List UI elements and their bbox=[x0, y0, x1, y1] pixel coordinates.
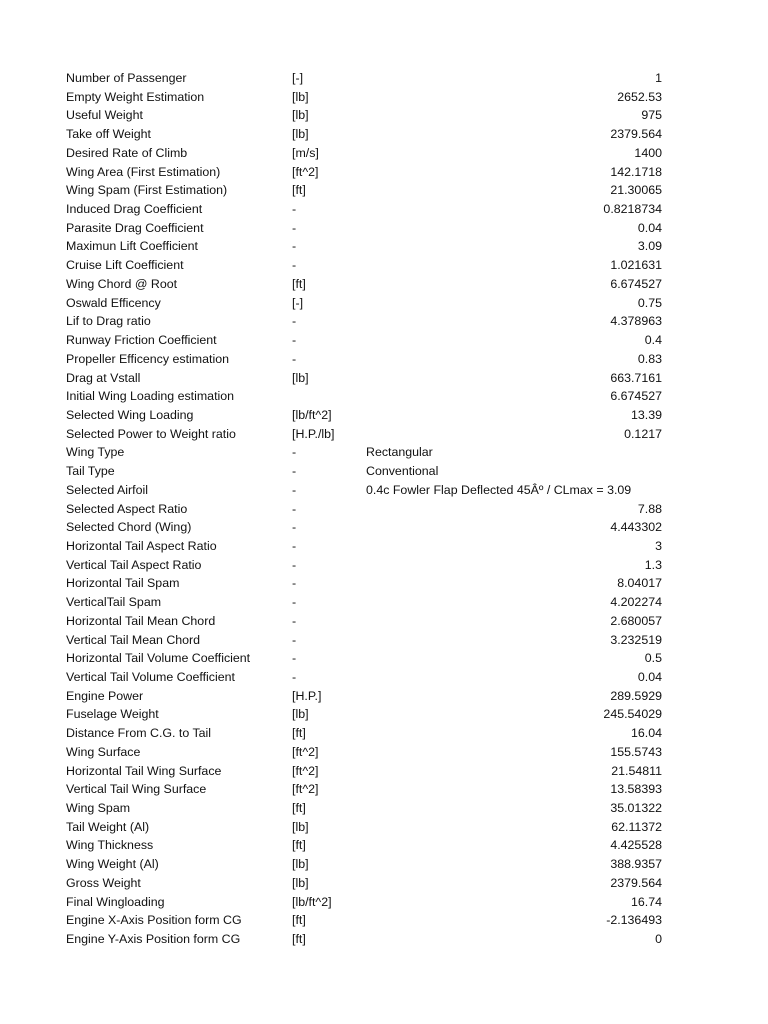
parameter-unit: [ft^2] bbox=[292, 744, 319, 759]
parameter-unit: - bbox=[292, 538, 297, 553]
parameter-name: Induced Drag Coefficient bbox=[66, 202, 203, 217]
parameter-name: Gross Weight bbox=[66, 875, 141, 890]
parameter-value: 7.88 bbox=[637, 501, 662, 516]
parameter-value: 1 bbox=[655, 71, 662, 85]
parameter-unit: [ft^2] bbox=[292, 763, 319, 778]
parameter-unit: - bbox=[292, 632, 297, 647]
parameter-name: Empty Weight Estimation bbox=[66, 89, 205, 104]
parameter-name: Propeller Efficency estimation bbox=[66, 351, 229, 366]
parameter-name: Tail Weight (Al) bbox=[66, 819, 150, 834]
parameter-unit: - bbox=[292, 670, 297, 684]
table-row bbox=[66, 893, 666, 912]
table-row bbox=[66, 724, 666, 743]
table-row bbox=[66, 593, 666, 612]
table-row bbox=[66, 818, 666, 837]
parameter-unit: - bbox=[292, 613, 297, 628]
parameter-name: Cruise Lift Coefficient bbox=[66, 258, 184, 273]
parameter-name: Distance From C.G. to Tail bbox=[66, 726, 212, 741]
parameter-value: 4.202274 bbox=[610, 595, 662, 610]
parameter-value: 289.5929 bbox=[610, 688, 662, 703]
parameter-name: Selected Wing Loading bbox=[66, 407, 194, 422]
table-row bbox=[66, 612, 666, 631]
parameter-name: Vertical Tail Aspect Ratio bbox=[66, 557, 202, 572]
parameter-unit: [lb] bbox=[292, 108, 309, 123]
parameter-value: 2652.53 bbox=[617, 89, 662, 104]
parameter-value: 21.54811 bbox=[611, 763, 662, 778]
parameter-unit: - bbox=[292, 258, 297, 273]
table-row bbox=[66, 743, 666, 762]
table-row bbox=[66, 574, 666, 593]
parameter-value: 16.74 bbox=[630, 894, 662, 909]
table-row bbox=[66, 406, 666, 425]
table-row bbox=[66, 331, 666, 350]
parameter-unit: - bbox=[292, 445, 297, 460]
parameter-name: Selected Aspect Ratio bbox=[66, 501, 188, 516]
parameter-name: Desired Rate of Climb bbox=[66, 145, 188, 160]
parameter-unit: - bbox=[292, 314, 297, 329]
parameter-value: 663.7161 bbox=[610, 370, 662, 385]
parameter-name: Runway Friction Coefficient bbox=[66, 333, 217, 348]
parameter-name: Horizontal Tail Aspect Ratio bbox=[66, 538, 217, 553]
parameter-value: 0.04 bbox=[637, 670, 662, 684]
parameter-name: Wing Spam bbox=[66, 801, 131, 816]
parameter-name: Selected Airfoil bbox=[66, 482, 148, 497]
table-row bbox=[66, 256, 666, 275]
parameter-unit: [H.P./lb] bbox=[292, 426, 335, 441]
parameter-unit: [-] bbox=[292, 71, 304, 85]
parameter-name: Vertical Tail Volume Coefficient bbox=[66, 670, 235, 684]
parameter-unit: - bbox=[292, 651, 297, 666]
parameter-value: 0.5 bbox=[644, 651, 662, 666]
parameter-unit: - bbox=[292, 576, 297, 591]
parameter-unit: [-] bbox=[292, 295, 304, 310]
parameter-unit: - bbox=[292, 557, 297, 572]
parameter-value: 4.378963 bbox=[610, 314, 662, 329]
parameter-name: Maximun Lift Coefficient bbox=[66, 239, 198, 254]
table-row bbox=[66, 668, 666, 687]
table-row bbox=[66, 106, 666, 125]
parameter-name: Number of Passenger bbox=[66, 71, 187, 85]
parameter-unit: - bbox=[292, 520, 297, 535]
table-row bbox=[66, 200, 666, 219]
parameter-value: 388.9357 bbox=[610, 857, 662, 872]
table-row bbox=[66, 537, 666, 556]
parameter-unit: [lb] bbox=[292, 707, 309, 722]
parameter-value: 975 bbox=[641, 108, 662, 123]
table-row bbox=[66, 312, 666, 331]
parameter-unit: - bbox=[292, 239, 297, 254]
parameter-value: 0.04 bbox=[637, 220, 662, 235]
parameter-name: Take off Weight bbox=[66, 127, 151, 142]
table-row bbox=[66, 350, 666, 369]
table-row bbox=[66, 518, 666, 537]
parameter-value: 16.04 bbox=[630, 726, 662, 741]
table-row bbox=[66, 369, 666, 388]
parameter-value: 1.3 bbox=[644, 557, 662, 572]
table-row bbox=[66, 69, 666, 88]
table-row bbox=[66, 125, 666, 144]
parameter-value: 3.09 bbox=[637, 239, 662, 254]
parameter-unit: - bbox=[292, 595, 297, 610]
parameter-value: 1400 bbox=[634, 145, 662, 160]
parameter-value: 0.4 bbox=[644, 333, 662, 348]
parameter-unit: [lb] bbox=[292, 819, 309, 834]
parameter-value: 6.674527 bbox=[610, 389, 662, 404]
parameter-unit: [m/s] bbox=[292, 145, 319, 160]
table-row bbox=[66, 219, 666, 238]
parameter-name: Horizontal Tail Spam bbox=[66, 576, 180, 591]
table-row bbox=[66, 294, 666, 313]
parameter-name: Oswald Efficency bbox=[66, 295, 161, 310]
parameter-unit: [ft] bbox=[292, 838, 306, 853]
parameter-name: Final Wingloading bbox=[66, 894, 165, 909]
parameter-name: Horizontal Tail Wing Surface bbox=[66, 763, 222, 778]
table-row bbox=[66, 762, 666, 781]
parameter-value: 3.232519 bbox=[610, 632, 662, 647]
parameter-value: 0.75 bbox=[637, 295, 662, 310]
parameter-value: 6.674527 bbox=[610, 276, 662, 291]
parameter-value: 245.54029 bbox=[603, 707, 662, 722]
parameter-unit: [lb] bbox=[292, 127, 309, 142]
parameter-name: Engine Y-Axis Position form CG bbox=[66, 932, 241, 947]
table-row bbox=[66, 911, 666, 930]
parameter-value: 155.5743 bbox=[610, 744, 662, 759]
table-row bbox=[66, 425, 666, 444]
table-row bbox=[66, 631, 666, 650]
parameter-value: 2.680057 bbox=[610, 613, 662, 628]
parameter-value: -2.136493 bbox=[606, 913, 662, 928]
parameter-name: Horizontal Tail Mean Chord bbox=[66, 613, 216, 628]
parameter-name: Fuselage Weight bbox=[66, 707, 159, 722]
parameter-name: Wing Thickness bbox=[66, 838, 154, 853]
parameter-unit: - bbox=[292, 464, 297, 479]
table-row bbox=[66, 443, 666, 462]
parameter-value: 4.425528 bbox=[610, 838, 662, 853]
parameter-value: 35.01322 bbox=[610, 801, 662, 816]
parameter-name: Initial Wing Loading estimation bbox=[66, 389, 235, 404]
parameter-unit: - bbox=[292, 482, 297, 497]
parameter-unit: [ft] bbox=[292, 726, 306, 741]
table-row bbox=[66, 705, 666, 724]
parameter-name: Horizontal Tail Volume Coefficient bbox=[66, 651, 251, 666]
table-row bbox=[66, 780, 666, 799]
table-row bbox=[66, 687, 666, 706]
table-row bbox=[66, 462, 666, 481]
parameter-unit: [lb/ft^2] bbox=[292, 407, 332, 422]
parameter-unit: - bbox=[292, 220, 297, 235]
parameter-name: Useful Weight bbox=[66, 108, 143, 123]
parameter-value: 0.1217 bbox=[624, 426, 662, 441]
parameter-name: Wing Area (First Estimation) bbox=[66, 164, 221, 179]
parameter-name: Wing Surface bbox=[66, 744, 141, 759]
parameter-name: Drag at Vstall bbox=[66, 370, 141, 385]
table-row bbox=[66, 930, 666, 949]
parameter-name: Engine Power bbox=[66, 688, 144, 703]
parameter-value: 0.8218734 bbox=[603, 202, 662, 217]
parameter-unit: - bbox=[292, 202, 297, 217]
table-row bbox=[66, 163, 666, 182]
table-row bbox=[66, 649, 666, 668]
parameter-name: Tail Type bbox=[66, 464, 115, 479]
parameter-value: 0 bbox=[655, 932, 662, 947]
parameter-name: Selected Power to Weight ratio bbox=[66, 426, 236, 441]
parameter-unit: [lb] bbox=[292, 857, 309, 872]
table-row bbox=[66, 836, 666, 855]
parameter-value: 0.4c Fowler Flap Deflected 45Âº / CLmax = 3.09 bbox=[366, 482, 632, 497]
parameter-unit: [H.P.] bbox=[292, 688, 322, 703]
parameter-unit: [ft^2] bbox=[292, 164, 319, 179]
parameter-value: 2379.564 bbox=[610, 127, 662, 142]
parameter-unit: - bbox=[292, 501, 297, 516]
table-row bbox=[66, 144, 666, 163]
parameter-unit: - bbox=[292, 333, 297, 348]
parameter-unit: - bbox=[292, 351, 297, 366]
parameter-value: Conventional bbox=[366, 464, 439, 479]
table-row bbox=[66, 855, 666, 874]
parameter-name: Vertical Tail Mean Chord bbox=[66, 632, 201, 647]
table-row bbox=[66, 387, 666, 406]
table-row bbox=[66, 88, 666, 107]
parameter-value: 1.021631 bbox=[610, 258, 662, 273]
table-row bbox=[66, 181, 666, 200]
parameter-value: 8.04017 bbox=[617, 576, 662, 591]
table-row bbox=[66, 500, 666, 519]
table-row bbox=[66, 799, 666, 818]
table-row bbox=[66, 275, 666, 294]
parameter-table bbox=[66, 69, 666, 949]
parameter-unit: [ft] bbox=[292, 183, 306, 198]
table-row bbox=[66, 481, 666, 500]
parameter-name: Wing Weight (Al) bbox=[66, 857, 159, 872]
parameter-value: 62.11372 bbox=[611, 819, 662, 834]
table-row bbox=[66, 556, 666, 575]
parameter-unit: [ft^2] bbox=[292, 782, 319, 797]
parameter-name: Parasite Drag Coefficient bbox=[66, 220, 204, 235]
parameter-value: Rectangular bbox=[366, 445, 433, 460]
parameter-unit: [ft] bbox=[292, 276, 306, 291]
parameter-name: Selected Chord (Wing) bbox=[66, 520, 192, 535]
parameter-name: Vertical Tail Wing Surface bbox=[66, 782, 207, 797]
parameter-unit: [lb] bbox=[292, 89, 309, 104]
parameter-name: Lif to Drag ratio bbox=[66, 314, 151, 329]
parameter-unit: [lb] bbox=[292, 370, 309, 385]
parameter-value: 0.83 bbox=[637, 351, 662, 366]
parameter-value: 2379.564 bbox=[610, 875, 662, 890]
table-row bbox=[66, 874, 666, 893]
parameter-unit: [ft] bbox=[292, 801, 306, 816]
parameter-name: Wing Type bbox=[66, 445, 125, 460]
parameter-value: 4.443302 bbox=[610, 520, 662, 535]
parameter-unit: [lb/ft^2] bbox=[292, 894, 332, 909]
parameter-value: 13.39 bbox=[630, 407, 662, 422]
parameter-name: VerticalTail Spam bbox=[66, 595, 162, 610]
table-row bbox=[66, 237, 666, 256]
parameter-value: 142.1718 bbox=[610, 164, 662, 179]
parameter-unit: [ft] bbox=[292, 913, 306, 928]
parameter-name: Engine X-Axis Position form CG bbox=[66, 913, 242, 928]
parameter-value: 3 bbox=[655, 538, 662, 553]
parameter-unit: [ft] bbox=[292, 932, 306, 947]
parameter-name: Wing Spam (First Estimation) bbox=[66, 183, 228, 198]
parameter-value: 13.58393 bbox=[610, 782, 662, 797]
parameter-unit: [lb] bbox=[292, 875, 309, 890]
parameter-value: 21.30065 bbox=[610, 183, 662, 198]
parameter-name: Wing Chord @ Root bbox=[66, 276, 178, 291]
